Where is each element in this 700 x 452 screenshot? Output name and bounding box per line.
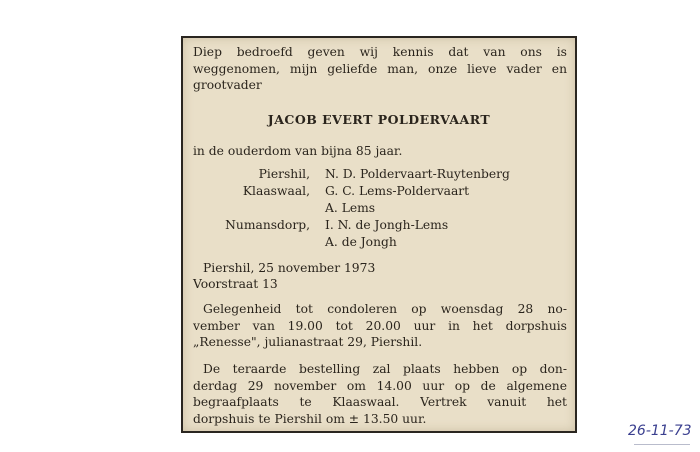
family-name: N. D. Poldervaart-Ruytenberg <box>325 167 510 181</box>
funeral-line: derdag 29 november om 14.00 uur op de algemene <box>193 378 567 393</box>
date-line: Piershil, 25 november 1973 <box>203 261 376 275</box>
intro-line: weggenomen, mijn geliefde man, onze lieve vader en <box>193 61 567 76</box>
condolence-line: „Renesse", julianastraat 29, Piershil. <box>193 335 423 350</box>
funeral-line: De teraarde bestelling zal plaats hebben op don- <box>203 362 567 376</box>
family-place: Numansdorp, <box>225 218 310 232</box>
family-name: I. N. de Jongh-Lems <box>325 218 449 232</box>
age-line: in de ouderdom van bijna 85 jaar. <box>193 144 403 158</box>
newspaper-clipping <box>181 36 577 433</box>
condolence-line: Gelegenheid tot condoleren op woensdag 28 no- <box>203 302 567 316</box>
family-place: Piershil, <box>258 167 310 181</box>
family-name: G. C. Lems-Poldervaart <box>325 184 470 198</box>
family-place: Klaaswaal, <box>242 184 310 198</box>
funeral-line: dorpshuis te Piershil om ± 13.50 uur. <box>193 411 427 426</box>
condolence-line: vember van 19.00 tot 20.00 uur in het dorpshuis <box>193 318 567 333</box>
date-underline <box>634 444 690 445</box>
family-name: A. Lems <box>325 201 376 215</box>
deceased-name: JACOB EVERT POLDERVAART <box>267 112 491 127</box>
intro-line: Diep bedroefd geven wij kennis dat van ons is <box>193 45 567 59</box>
address-line: Voorstraat 13 <box>193 277 278 291</box>
family-name: A. de Jongh <box>325 235 397 249</box>
intro-line: grootvader <box>193 78 262 93</box>
funeral-line: begraafplaats te Klaaswaal. Vertrek vanuit het <box>193 395 567 410</box>
funeral-paragraph <box>193 361 567 427</box>
intro-paragraph <box>193 44 567 94</box>
handwritten-date: 26-11-73 <box>628 423 692 439</box>
condolence-paragraph <box>193 301 567 351</box>
